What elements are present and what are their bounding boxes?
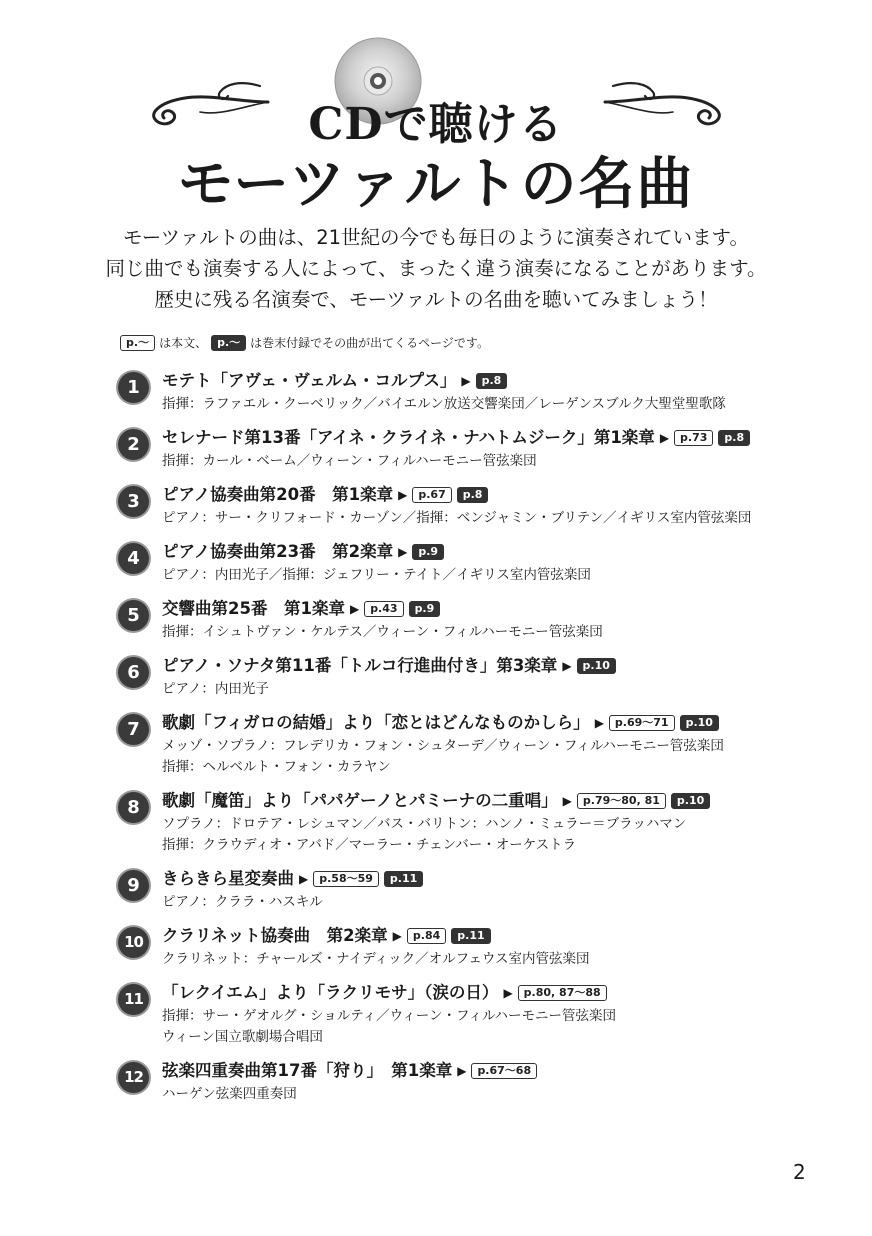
item-title-row bbox=[162, 1058, 838, 1084]
page-ref-tag: p.79～80, 81 bbox=[577, 793, 666, 809]
arrow-icon: ▶ bbox=[503, 986, 513, 1000]
page-ref-tag: p.80, 87～88 bbox=[518, 985, 607, 1001]
intro-line: 歴史に残る名演奏で、モーツァルトの名曲を聴いてみましょう！ bbox=[154, 288, 718, 311]
item-title-row bbox=[162, 539, 838, 565]
arrow-icon: ▶ bbox=[659, 431, 670, 445]
list-item bbox=[118, 866, 838, 913]
item-performer-detail: 指揮：クラウディオ・アバド／マーラー・チェンバー・オーケストラ bbox=[162, 837, 577, 853]
item-performer-detail: 指揮：ヘルベルト・フォン・カラヤン bbox=[162, 759, 391, 775]
item-number-badge: 8 bbox=[118, 792, 149, 823]
item-title: モテト「アヴェ・ヴェルム・コルプス」 bbox=[162, 371, 457, 390]
list-item bbox=[118, 980, 838, 1048]
item-number-badge: 9 bbox=[118, 870, 149, 901]
item-title-row bbox=[162, 596, 838, 622]
item-number-badge: 12 bbox=[118, 1062, 149, 1093]
item-number-badge: 10 bbox=[118, 927, 149, 958]
item-title: 歌劇「フィガロの結婚」より「恋とはどんなものかしら」 bbox=[162, 713, 590, 732]
intro-text bbox=[80, 222, 792, 315]
arrow-icon: ▶ bbox=[562, 659, 572, 673]
item-title: クラリネット協奏曲 第2楽章 bbox=[162, 926, 388, 945]
list-item bbox=[118, 368, 838, 415]
arrow-icon: ▶ bbox=[461, 374, 471, 388]
item-title: 「レクイエム」より「ラクリモサ」（涙の日） bbox=[162, 983, 499, 1002]
legend-outline-tag: p.～ bbox=[120, 335, 155, 351]
legend-text: は本文、 bbox=[159, 336, 208, 350]
appendix-ref-tag: p.10 bbox=[680, 715, 719, 731]
item-title: ピアノ協奏曲第20番 第1楽章 bbox=[162, 485, 394, 504]
list-item bbox=[118, 539, 838, 586]
page-ref-tag: p.69～71 bbox=[609, 715, 675, 731]
arrow-icon: ▶ bbox=[299, 872, 309, 886]
page-ref-tag: p.84 bbox=[407, 928, 446, 944]
appendix-ref-tag: p.8 bbox=[476, 373, 508, 389]
item-number-badge: 11 bbox=[118, 984, 149, 1015]
page-legend bbox=[120, 334, 489, 351]
item-performer-detail: ウィーン国立歌劇場合唱団 bbox=[162, 1029, 323, 1045]
item-performer-detail: メッゾ・ソプラノ：フレデリカ・フォン・シュターデ／ウィーン・フィルハーモニー管弦楽団 bbox=[162, 738, 724, 754]
item-title: ピアノ・ソナタ第11番「トルコ行進曲付き」第3楽章 bbox=[162, 656, 558, 675]
arrow-icon: ▶ bbox=[398, 545, 408, 559]
item-title-row bbox=[162, 980, 838, 1006]
item-performer-detail: 指揮：サー・ゲオルグ・ショルティ／ウィーン・フィルハーモニー管弦楽団 bbox=[162, 1008, 617, 1024]
arrow-icon: ▶ bbox=[349, 602, 360, 616]
page-ref-tag: p.67 bbox=[412, 487, 451, 503]
item-title-row bbox=[162, 923, 838, 949]
item-title-row bbox=[162, 788, 838, 814]
appendix-ref-tag: p.8 bbox=[718, 430, 750, 446]
item-title: ピアノ協奏曲第23番 第2楽章 bbox=[162, 542, 394, 561]
arrow-icon: ▶ bbox=[562, 794, 572, 808]
page-ref-tag: p.73 bbox=[674, 430, 713, 446]
item-title-row bbox=[162, 866, 838, 892]
page-number: 2 bbox=[793, 1160, 806, 1184]
appendix-ref-tag: p.10 bbox=[577, 658, 616, 674]
intro-line: 同じ曲でも演奏する人によって、まったく違う演奏になることがあります。 bbox=[105, 257, 767, 280]
list-item bbox=[118, 788, 838, 856]
list-item bbox=[118, 1058, 838, 1105]
item-title: 歌劇「魔笛」より「パパゲーノとパミーナの二重唱」 bbox=[162, 791, 558, 810]
page-header bbox=[0, 0, 872, 217]
item-performer-detail: ハーゲン弦楽四重奏団 bbox=[162, 1086, 297, 1102]
item-title-row bbox=[162, 653, 838, 679]
item-number-badge: 7 bbox=[118, 714, 149, 745]
item-title-row bbox=[162, 482, 838, 508]
appendix-ref-tag: p.9 bbox=[409, 601, 441, 617]
item-performer-detail: 指揮：カール・ベーム／ウィーン・フィルハーモニー管弦楽団 bbox=[162, 453, 537, 469]
item-number-badge: 2 bbox=[118, 429, 149, 460]
legend-filled-tag: p.～ bbox=[211, 335, 246, 351]
item-performer-detail: ピアノ：サー・クリフォード・カーゾン／指揮：ベンジャミン・ブリテン／イギリス室内管弦楽団 bbox=[162, 510, 752, 526]
item-performer-detail: ピアノ：内田光子 bbox=[162, 681, 269, 697]
arrow-icon: ▶ bbox=[594, 716, 604, 730]
piece-list bbox=[118, 368, 838, 1115]
appendix-ref-tag: p.9 bbox=[412, 544, 444, 560]
page-ref-tag: p.58～59 bbox=[313, 871, 379, 887]
item-number-badge: 3 bbox=[118, 486, 149, 517]
item-title: セレナード第13番「アイネ・クライネ・ナハトムジーク」第1楽章 bbox=[162, 428, 655, 447]
item-performer-detail: 指揮：イシュトヴァン・ケルテス／ウィーン・フィルハーモニー管弦楽団 bbox=[162, 624, 603, 640]
title-line-1: CDで聴ける bbox=[308, 99, 564, 150]
appendix-ref-tag: p.10 bbox=[671, 793, 710, 809]
item-performer-detail: ピアノ：内田光子／指揮：ジェフリー・テイト／イギリス室内管弦楽団 bbox=[162, 567, 591, 583]
page-ref-tag: p.43 bbox=[364, 601, 403, 617]
intro-line: モーツァルトの曲は、21世紀の今でも毎日のように演奏されています。 bbox=[123, 226, 749, 249]
item-performer-detail: ソプラノ：ドロテア・レシュマン／バス・バリトン：ハンノ・ミュラー＝ブラッハマン bbox=[162, 816, 687, 832]
legend-text: は巻末付録でその曲が出てくるページです。 bbox=[250, 336, 489, 350]
item-title-row bbox=[162, 368, 838, 394]
appendix-ref-tag: p.11 bbox=[384, 871, 423, 887]
arrow-icon: ▶ bbox=[392, 929, 402, 943]
list-item bbox=[118, 596, 838, 643]
item-title: 弦楽四重奏曲第17番「狩り」 第1楽章 bbox=[162, 1061, 453, 1080]
list-item bbox=[118, 653, 838, 700]
item-number-badge: 1 bbox=[118, 372, 149, 403]
arrow-icon: ▶ bbox=[398, 488, 408, 502]
item-title-row bbox=[162, 425, 838, 451]
item-performer-detail: 指揮：ラファエル・クーベリック／バイエルン放送交響楽団／レーゲンスブルク大聖堂聖歌隊 bbox=[162, 396, 726, 412]
list-item bbox=[118, 923, 838, 970]
item-title-row bbox=[162, 710, 838, 736]
list-item bbox=[118, 482, 838, 529]
list-item bbox=[118, 425, 838, 472]
appendix-ref-tag: p.11 bbox=[451, 928, 490, 944]
item-title: 交響曲第25番 第1楽章 bbox=[162, 599, 345, 618]
title-line-2: モーツァルトの名曲 bbox=[177, 151, 695, 217]
item-number-badge: 4 bbox=[118, 543, 149, 574]
list-item bbox=[118, 710, 838, 778]
item-number-badge: 6 bbox=[118, 657, 149, 688]
item-title: きらきら星変奏曲 bbox=[162, 869, 294, 888]
arrow-icon: ▶ bbox=[457, 1064, 467, 1078]
item-performer-detail: ピアノ：クララ・ハスキル bbox=[162, 894, 323, 910]
appendix-ref-tag: p.8 bbox=[457, 487, 489, 503]
page-ref-tag: p.67～68 bbox=[471, 1063, 537, 1079]
item-number-badge: 5 bbox=[118, 600, 149, 631]
item-performer-detail: クラリネット：チャールズ・ナイディック／オルフェウス室内管弦楽団 bbox=[162, 951, 590, 967]
